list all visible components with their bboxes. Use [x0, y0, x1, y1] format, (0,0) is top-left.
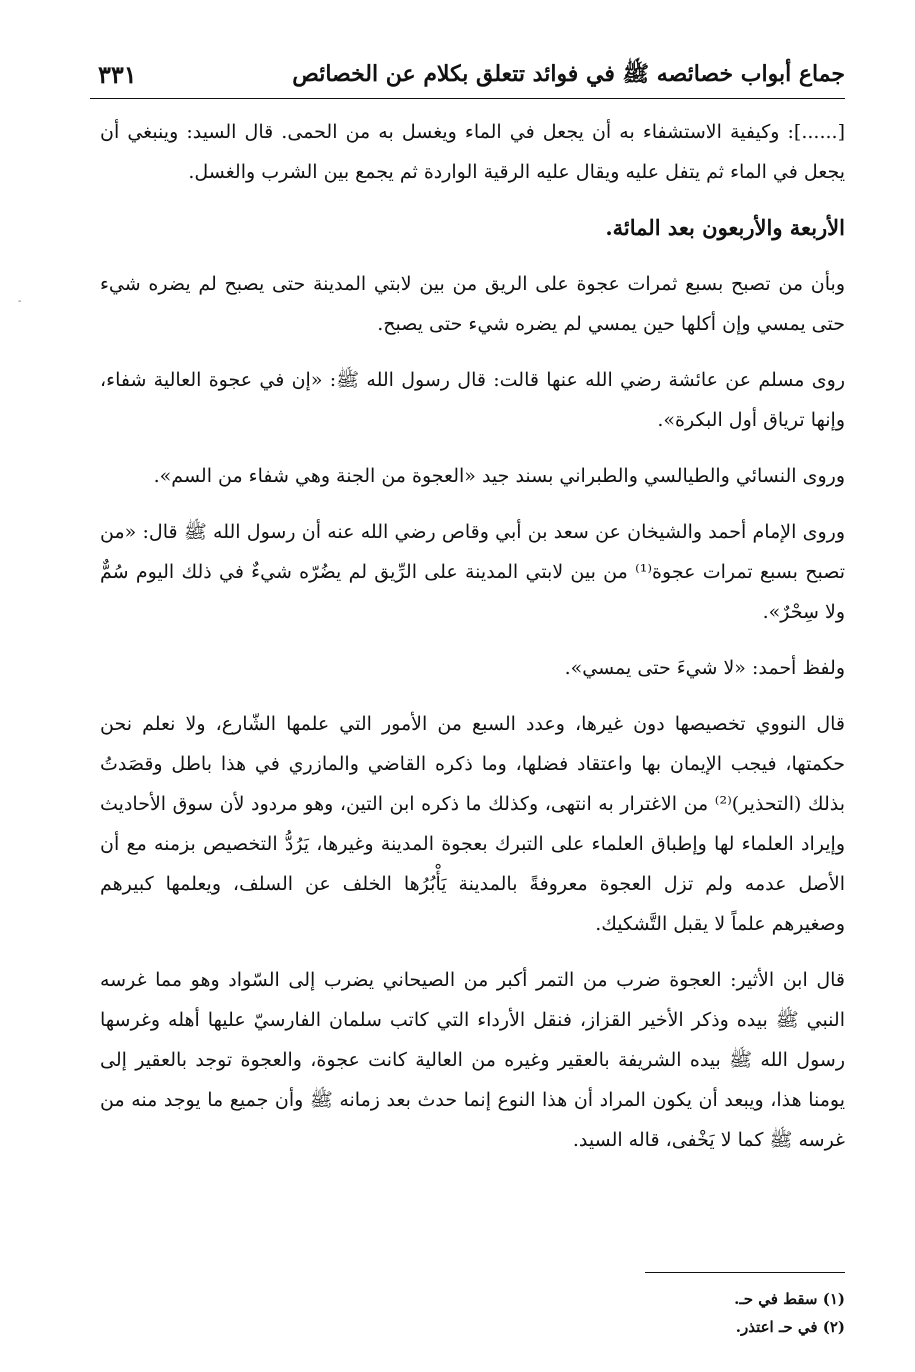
paragraph: وبأن من تصبح بسبع ثمرات عجوة على الريق من بين لابتي المدينة حتى يصبح لم يضره شيء حتى يمسي وإن أكلها حين يمسي لم يضره شيء حتى يصبح. — [100, 273, 845, 335]
running-title: جماع أبواب خصائصه ﷺ في فوائد تتعلق بكلام عن الخصائص — [292, 61, 845, 87]
paragraph: قال ابن الأثير: العجوة ضرب من التمر أكبر من الصيحاني يضرب إلى السّواد وهو مما غرسه النبي ﷺ بيده وذكر الأخير القزاز، فنقل الأرداء التي كاتب سلمان الفارسيّ عليها أهله وغرسها رسول الله ﷺ بيده الشريفة بالعقير وغيره من العالية كانت عجوة، والعجوة توجد بالعقير إلى يومنا هذا، ويبعد أن يكون المراد أن هذا النوع إنما حدث بعد زمانه ﷺ وأن جميع ما يوجد منه من غرسه ﷺ كما لا يَخْفى، قاله السيد. — [100, 969, 845, 1151]
page-number: ٣٣١ — [98, 60, 137, 89]
footnote: (١) سقط في حـ. — [734, 1290, 845, 1308]
footnote-divider — [645, 1272, 845, 1273]
paragraph: [......]: وكيفية الاستشفاء به أن يجعل في الماء ويغسل به من الحمى. قال السيد: وينبغي أن يجعل في الماء ثم يتفل عليه ويقال عليه الرقية الواردة ثم يجمع بين الشرب والغسل. — [100, 121, 845, 183]
page-body — [100, 112, 845, 1176]
paragraph: وروى الإمام أحمد والشيخان عن سعد بن أبي وقاص رضي الله عنه أن رسول الله ﷺ قال: «من تصبح بسبع تمرات عجوة⁽¹⁾ من بين لابتي المدينة على الرِّيق لم يضُرّه شيءٌ في ذلك اليوم سُمٌّ ولا سِحْرٌ». — [100, 521, 846, 623]
paragraph: قال النووي تخصيصها دون غيرها، وعدد السبع من الأمور التي علمها الشّارع، ولا نعلم نحن حكمتها، فيجب الإيمان بها واعتقاد فضلها، وما ذكره القاضي والمازري في هذا باطل وقصَدتُ بذلك (التحذير)⁽²⁾ من الاغترار به انتهى، وكذلك ما ذكره ابن التين، وهو مردود لأن سوق الأحاديث وإيراد العلماء لها وإطباق العلماء على التبرك بعجوة المدينة وغيرها، يَرُدُّ التخصيص بزمنه مع أن الأصل عدمه ولم تزل العجوة معروفةً بالمدينة يَأْبُرُها الخلف عن السلف، ويعلمها كبيرهم وصغيرهم علماً لا يقبل التَّشكيك. — [100, 713, 845, 935]
paragraph: ولفظ أحمد: «لا شيءَ حتى يمسي». — [564, 657, 845, 679]
section-heading: الأربعة والأربعون بعد المائة. — [605, 215, 845, 240]
footnotes — [100, 1285, 845, 1341]
paragraph: روى مسلم عن عائشة رضي الله عنها قالت: قال رسول الله ﷺ: «إن في عجوة العالية شفاء، وإنها ترياق أول البكرة». — [100, 369, 845, 431]
margin-mark: - — [18, 296, 22, 307]
page-header — [90, 54, 845, 99]
paragraph: وروى النسائي والطيالسي والطبراني بسند جيد «العجوة من الجنة وهي شفاء من السم». — [153, 465, 845, 487]
footnote: (٢) في حـ اعتذر. — [735, 1318, 845, 1336]
